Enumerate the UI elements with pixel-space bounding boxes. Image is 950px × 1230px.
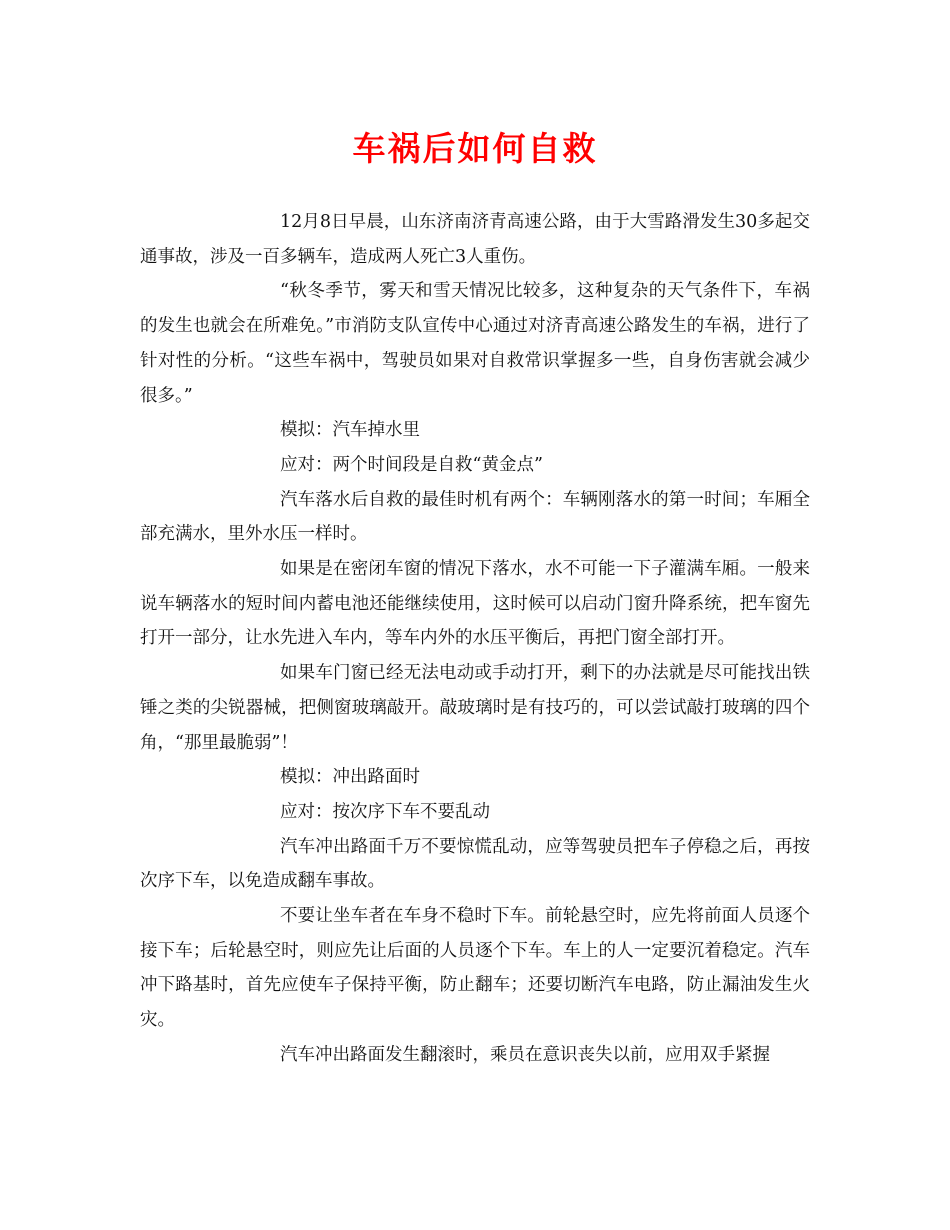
paragraph-offroad-calm: 汽车冲出路面千万不要惊慌乱动，应等驾驶员把车子停稳之后，再按次序下车，以免造成翻车事故。: [140, 836, 810, 892]
paragraph-news-intro: 12月8日早晨，山东济南济青高速公路，由于大雪路滑发生30多起交通事故，涉及一百多辆车，造成两人死亡3人重伤。: [140, 212, 810, 267]
paragraph-water-windows: 如果是在密闭车窗的情况下落水，水不可能一下子灌满车厢。一般来说车辆落水的短时间内蓄电池还能继续使用，这时候可以启动门窗升降系统，把车窗先打开一部分，让水先进入车内，等车内外的水压平衡后，再把门窗全部打开。: [140, 559, 810, 649]
paragraph-rollover: 汽车冲出路面发生翻滚时，乘员在意识丧失以前，应用双手紧握: [280, 1044, 770, 1065]
paragraph-water-timing: 汽车落水后自救的最佳时机有两个：车辆刚落水的第一时间；车厢全部充满水，里外水压一样时。: [140, 489, 810, 545]
paragraph-response-offroad: 应对：按次序下车不要乱动: [280, 801, 490, 822]
paragraph-response-water: 应对：两个时间段是自救“黄金点”: [280, 454, 543, 475]
paragraph-offroad-order: 不要让坐车者在车身不稳时下车。前轮悬空时，应先将前面人员逐个接下车；后轮悬空时，则应先让后面的人员逐个下车。车上的人一定要沉着稳定。汽车冲下路基时，首先应使车子保持平衡，防止翻车；还要切断汽车电路，防止漏油发生火灾。: [140, 906, 810, 1031]
paragraph-quote: “秋冬季节，雾天和雪天情况比较多，这种复杂的天气条件下，车祸的发生也就会在所难免。”市消防支队宣传中心通过对济青高速公路发生的车祸，进行了针对性的分析。“这些车祸中，驾驶员如果对自救常识掌握多一些，自身伤害就会减少很多。”: [140, 281, 810, 406]
paragraph-scenario-offroad: 模拟：冲出路面时: [280, 767, 420, 788]
paragraph-water-break-glass: 如果车门窗已经无法电动或手动打开，剩下的办法就是尽可能找出铁锤之类的尖锐器械，把侧窗玻璃敲开。敲玻璃时是有技巧的，可以尝试敲打玻璃的四个角，“那里最脆弱”！: [140, 663, 810, 753]
document-title: 车祸后如何自救: [352, 129, 598, 168]
document-body: [140, 205, 810, 1073]
paragraph-scenario-water: 模拟：汽车掉水里: [280, 420, 420, 441]
